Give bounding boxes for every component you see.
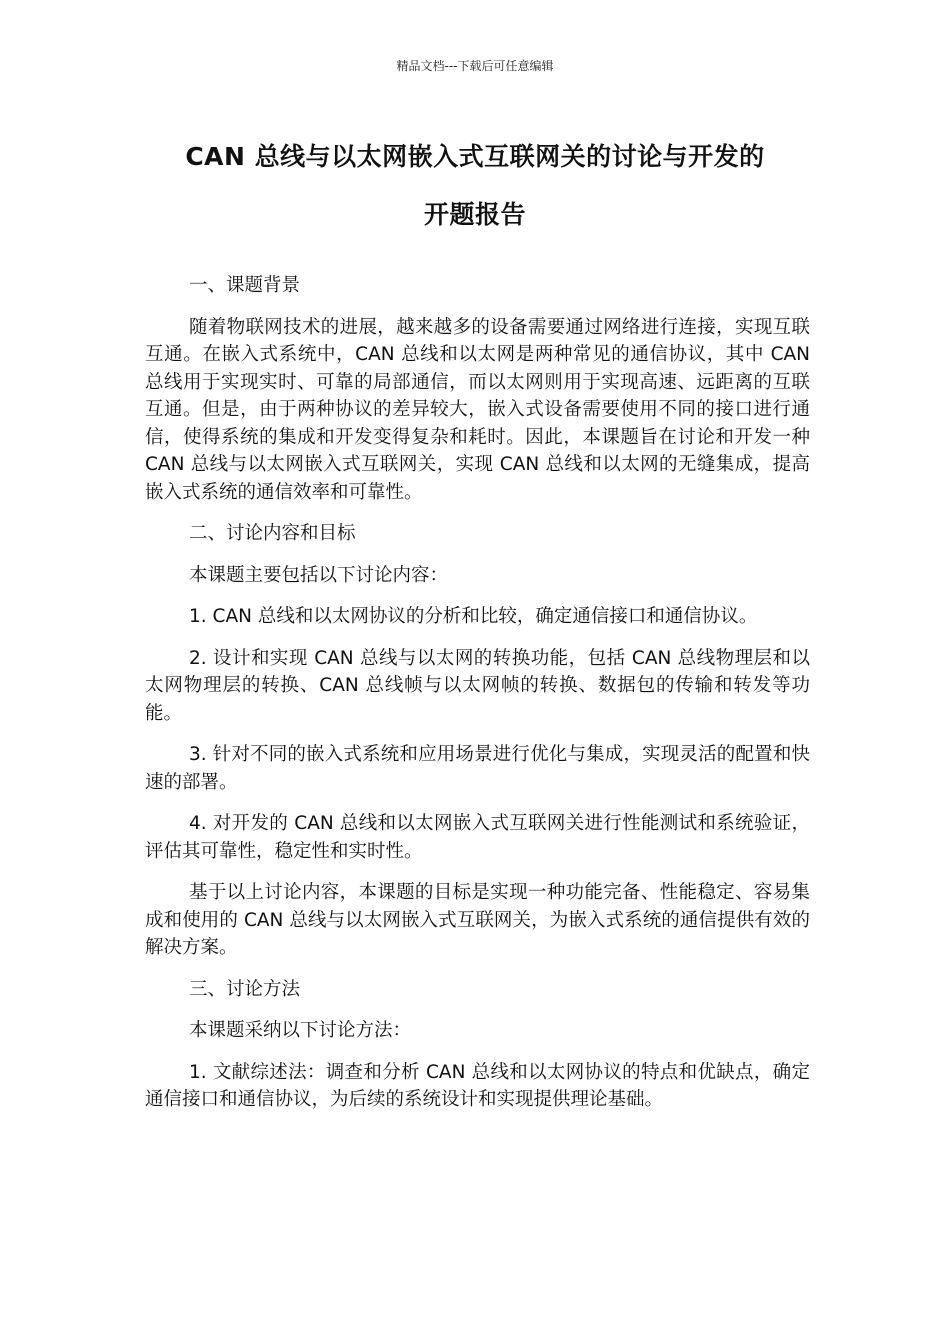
document-title-line-1: CAN 总线与以太网嵌入式互联网关的讨论与开发的 [185,142,765,171]
document-body [145,272,810,1128]
list-item-3: 3. 针对不同的嵌入式系统和应用场景进行优化与集成，实现灵活的配置和快速的部署。 [145,744,810,793]
list-item-1: 1. CAN 总线和以太网协议的分析和比较，确定通信接口和通信协议。 [189,606,758,627]
document-title-line-2: 开题报告 [423,200,526,229]
method-item-1: 1. 文献综述法：调查和分析 CAN 总线和以太网协议的特点和优缺点，确定通信接口和通信协议，为后续的系统设计和实现提供理论基础。 [145,1061,810,1110]
paragraph-content-intro: 本课题主要包括以下讨论内容： [189,564,449,586]
section-heading-content-goals: 二、讨论内容和目标 [189,523,356,544]
list-item-2: 2. 设计和实现 CAN 总线与以太网的转换功能，包括 CAN 总线物理层和以太网物理层的转换、CAN 总线帧与以太网帧的转换、数据包的传输和转发等功能。 [145,647,810,724]
paragraph-methods-intro: 本课题采纳以下讨论方法： [189,1020,412,1041]
list-item-4: 4. 对开发的 CAN 总线和以太网嵌入式互联网关进行性能测试和系统验证，评估其可靠性，稳定性和实时性。 [145,813,810,862]
section-heading-background: 一、课题背景 [189,275,301,296]
header-note: 精品文档---下载后可任意编辑 [396,59,554,73]
section-heading-methods: 三、讨论方法 [189,978,301,1000]
paragraph-goals: 基于以上讨论内容，本课题的目标是实现一种功能完备、性能稳定、容易集成和使用的 CAN 总线与以太网嵌入式互联网关，为嵌入式系统的通信提供有效的解决方案。 [145,882,810,958]
paragraph-background: 随着物联网技术的进展，越来越多的设备需要通过网络进行连接，实现互联互通。在嵌入式系统中，CAN 总线和以太网是两种常见的通信协议，其中 CAN 总线用于实现实时、可靠的局部通信，而以太网则用于实现高速、远距离的互联互通。但是，由于两种协议的差异较大，嵌入式设备需要使用不同的接口进行通信，使得系统的集成和开发变得复杂和耗时。因此，本课题旨在讨论和开发一种 CAN 总线与以太网嵌入式互联网关，实现 CAN 总线和以太网的无缝集成，提高嵌入式系统的通信效率和可靠性。 [145,316,810,503]
